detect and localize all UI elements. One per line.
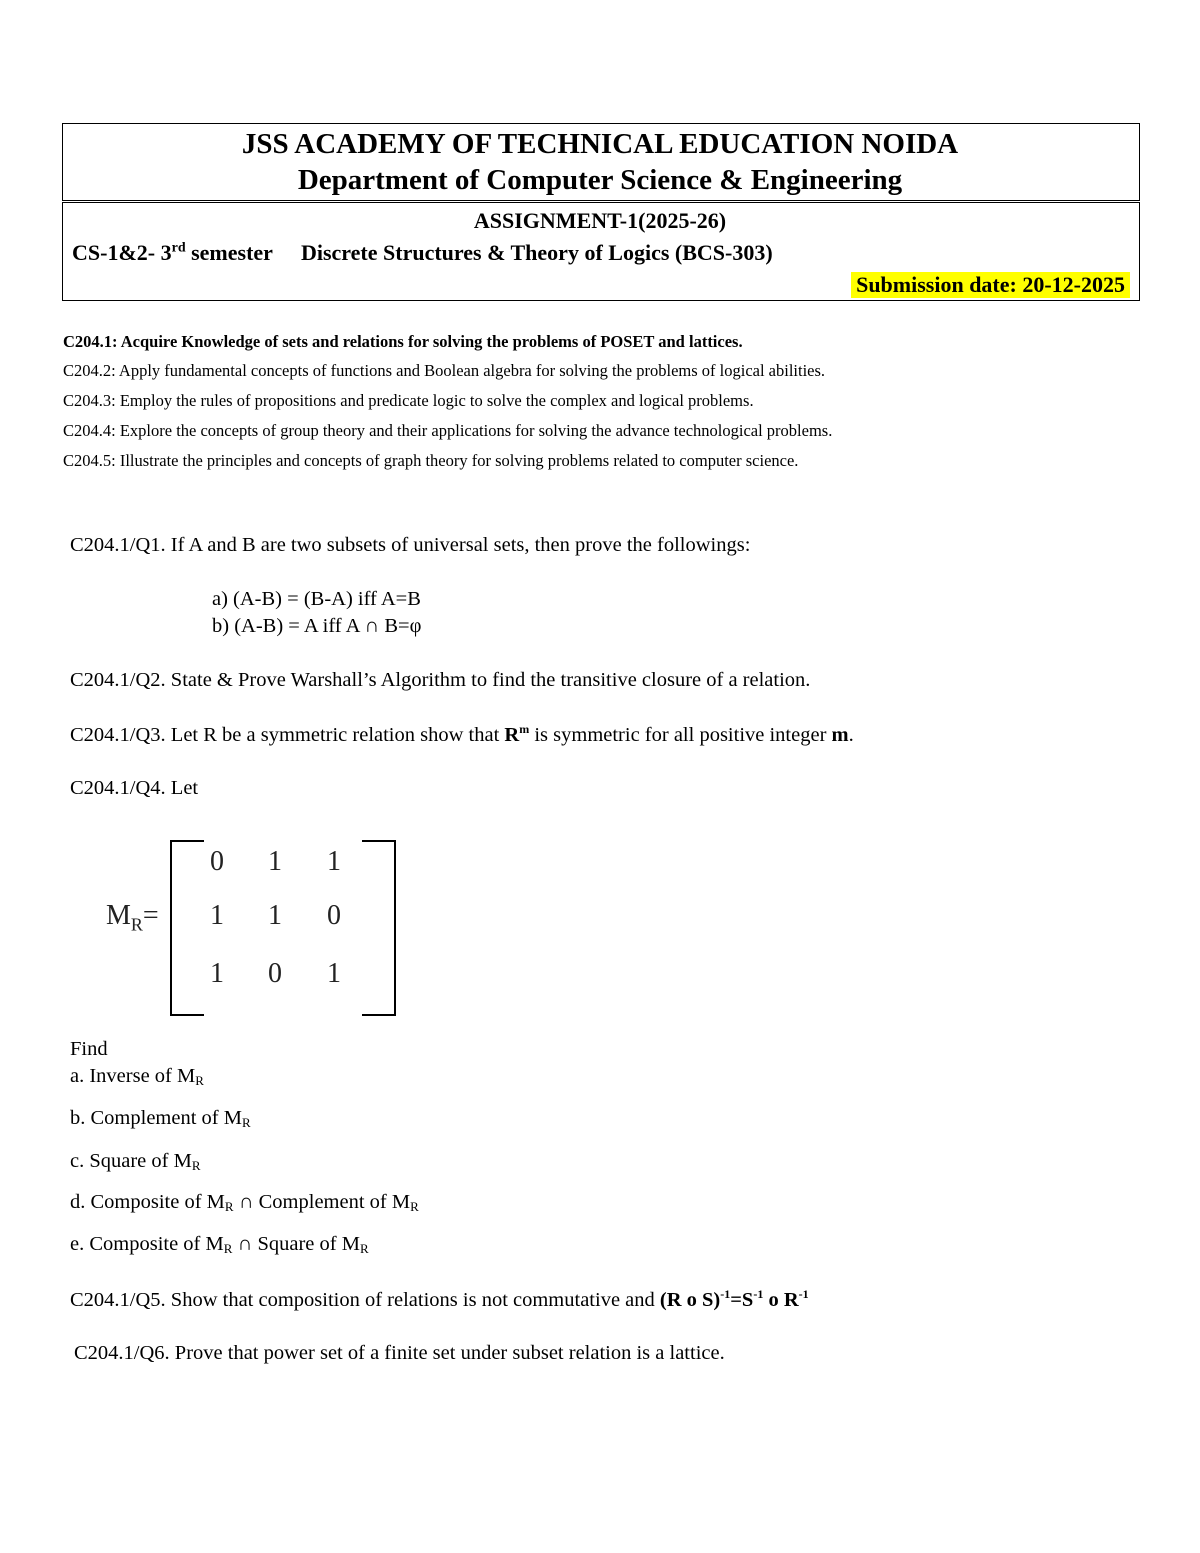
- question-1: C204.1/Q1. If A and B are two subsets of universal sets, then prove the followings:: [70, 534, 751, 556]
- class-ordinal: rd: [171, 240, 186, 256]
- matrix-cell: 1: [210, 958, 224, 989]
- assignment-title: ASSIGNMENT-1(2025-26): [473, 208, 727, 233]
- outcome-1: C204.1: Acquire Knowledge of sets and relations for solving the problems of POSET and lattices.: [63, 332, 743, 351]
- class-semester: semester: [185, 240, 273, 265]
- find-item-c: c. Square of $M_R$: [70, 1150, 201, 1173]
- course-line: [72, 240, 773, 266]
- question-4: C204.1/Q4. Let: [70, 777, 199, 799]
- subject-title: Discrete Structures & Theory of Logics (BCS-303): [300, 240, 773, 265]
- matrix-label: $M_R=$: [106, 900, 159, 935]
- question-2: C204.1/Q2. State & Prove Warshall’s Algorithm to find the transitive closure of a relation.: [70, 669, 811, 691]
- outcome-5: C204.5: Illustrate the principles and concepts of graph theory for solving problems related to computer science.: [63, 451, 799, 470]
- relation-power: $R^m$: [504, 722, 530, 746]
- find-label: Find: [70, 1038, 108, 1060]
- question-1-part-a: a) (A-B) = (B-A) iff A=B: [212, 588, 421, 610]
- matrix-cell: 1: [327, 846, 341, 877]
- matrix-cell: 0: [327, 900, 341, 931]
- integer-m: m: [831, 724, 849, 746]
- department-title: Department of Computer Science & Engineering: [297, 164, 903, 196]
- matrix-cell: 1: [210, 900, 224, 931]
- outcome-4: C204.4: Explore the concepts of group theory and their applications for solving the advance technological problems.: [63, 421, 833, 440]
- class-label: CS-1&2- 3: [72, 240, 172, 265]
- find-item-a: a. Inverse of $M_R$: [70, 1065, 204, 1088]
- question-6: C204.1/Q6. Prove that power set of a finite set under subset relation is a lattice.: [74, 1342, 725, 1364]
- matrix-cell: 0: [210, 846, 224, 877]
- matrix-cell: 1: [268, 900, 282, 931]
- question-1-part-b: b) (A-B) = A iff A ∩ B=φ: [212, 615, 422, 637]
- matrix-cell: 0: [268, 958, 282, 989]
- find-item-d: d. Composite of $M_R$ ∩ Complement of $M_R$: [70, 1191, 419, 1214]
- find-item-b: b. Complement of $M_R$: [70, 1107, 251, 1130]
- question-5: [70, 1287, 809, 1312]
- question-3-text-mid: is symmetric for all positive integer: [529, 724, 832, 746]
- institute-title: JSS ACADEMY OF TECHNICAL EDUCATION NOIDA: [241, 128, 959, 160]
- outcome-2: C204.2: Apply fundamental concepts of functions and Boolean algebra for solving the problems of logical abilities.: [63, 361, 826, 380]
- question-3-text: C204.1/Q3. Let R be a symmetric relation show that: [70, 724, 505, 746]
- inverse-composition-formula: (R o $S)^{-1}=S^{-1}$ o $R^{-1}$: [659, 1287, 809, 1311]
- matrix-cell: 1: [327, 958, 341, 989]
- find-item-e: e. Composite of $M_R$ ∩ Square of $M_R$: [70, 1233, 369, 1256]
- question-5-text: C204.1/Q5. Show that composition of relations is not commutative and: [70, 1289, 660, 1311]
- submission-date: Submission date: 20-12-2025: [851, 272, 1130, 298]
- matrix-right-bracket: [362, 840, 396, 1016]
- matrix-cell: 1: [268, 846, 282, 877]
- question-3: C204.1/Q3. Let R be a symmetric relation show that $R^m$ is symmetric for all positive integer m.: [70, 722, 854, 746]
- outcome-3: C204.3: Employ the rules of propositions and predicate logic to solve the complex and logical problems.: [63, 391, 754, 410]
